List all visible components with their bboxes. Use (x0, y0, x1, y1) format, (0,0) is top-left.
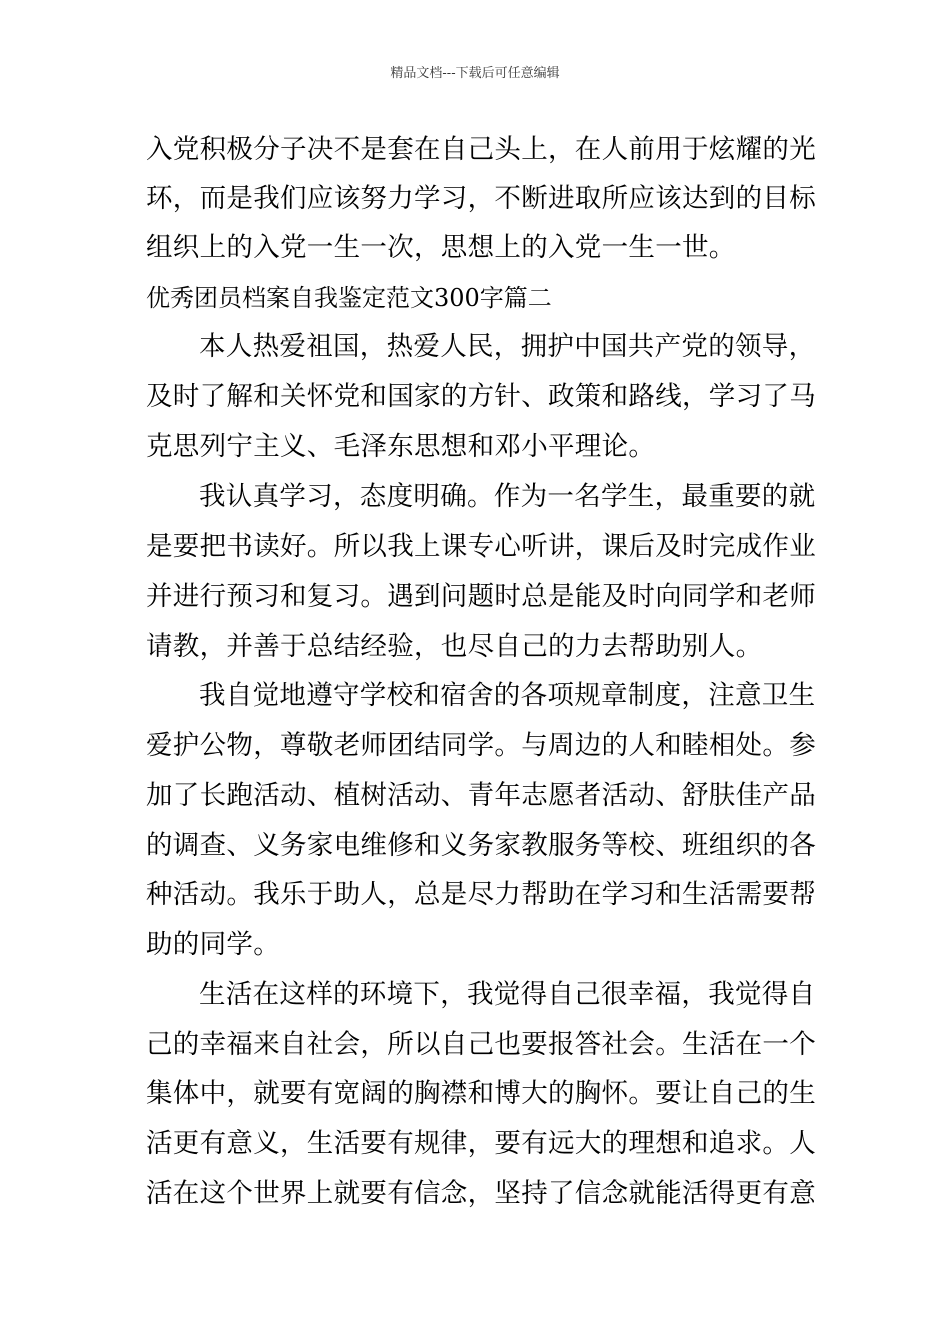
text-line: 集体中，就要有宽阔的胸襟和博大的胸怀。要让自己的生 (146, 1078, 816, 1109)
text-line: 请教，并善于总结经验，也尽自己的力去帮助别人。 (146, 631, 763, 662)
text-line: 生活在这样的环境下，我觉得自己很幸福，我觉得自 (199, 979, 816, 1010)
text-line: 本人热爱祖国，热爱人民，拥护中国共产党的领导， (199, 331, 816, 362)
text-line: 入党积极分子决不是套在自己头上，在人前用于炫耀的光 (146, 134, 816, 165)
text-line: 我自觉地遵守学校和宿舍的各项规章制度，注意卫生 (199, 680, 816, 711)
page-header: 精品文档---下载后可任意编辑 (390, 66, 560, 81)
text-line: 活更有意义，生活要有规律，要有远大的理想和追求。人 (146, 1128, 816, 1159)
text-line: 己的幸福来自社会，所以自己也要报答社会。生活在一个 (146, 1029, 816, 1060)
text-line: 环，而是我们应该努力学习，不断进取所应该达到的目标 (146, 183, 816, 214)
text-line: 种活动。我乐于助人，总是尽力帮助在学习和生活需要帮 (146, 879, 816, 910)
text-line: 是要把书读好。所以我上课专心听讲，课后及时完成作业 (146, 531, 816, 562)
section-heading: 优秀团员档案自我鉴定范文300字篇二 (146, 284, 552, 312)
text-line: 爱护公物，尊敬老师团结同学。与周边的人和睦相处。参 (146, 730, 816, 761)
text-line: 并进行预习和复习。遇到问题时总是能及时向同学和老师 (146, 581, 816, 612)
text-line: 及时了解和关怀党和国家的方针、政策和路线，学习了马 (146, 381, 816, 412)
text-line: 加了长跑活动、植树活动、青年志愿者活动、舒肤佳产品 (146, 780, 816, 811)
text-line: 克思列宁主义、毛泽东思想和邓小平理论。 (146, 431, 656, 462)
text-line: 我认真学习，态度明确。作为一名学生，最重要的就 (199, 481, 816, 512)
text-line: 组织上的入党一生一次，思想上的入党一生一世。 (146, 232, 736, 263)
text-line: 助的同学。 (146, 929, 280, 960)
text-line: 活在这个世界上就要有信念，坚持了信念就能活得更有意 (146, 1178, 816, 1209)
text-line: 的调查、义务家电维修和义务家教服务等校、班组织的各 (146, 830, 816, 861)
